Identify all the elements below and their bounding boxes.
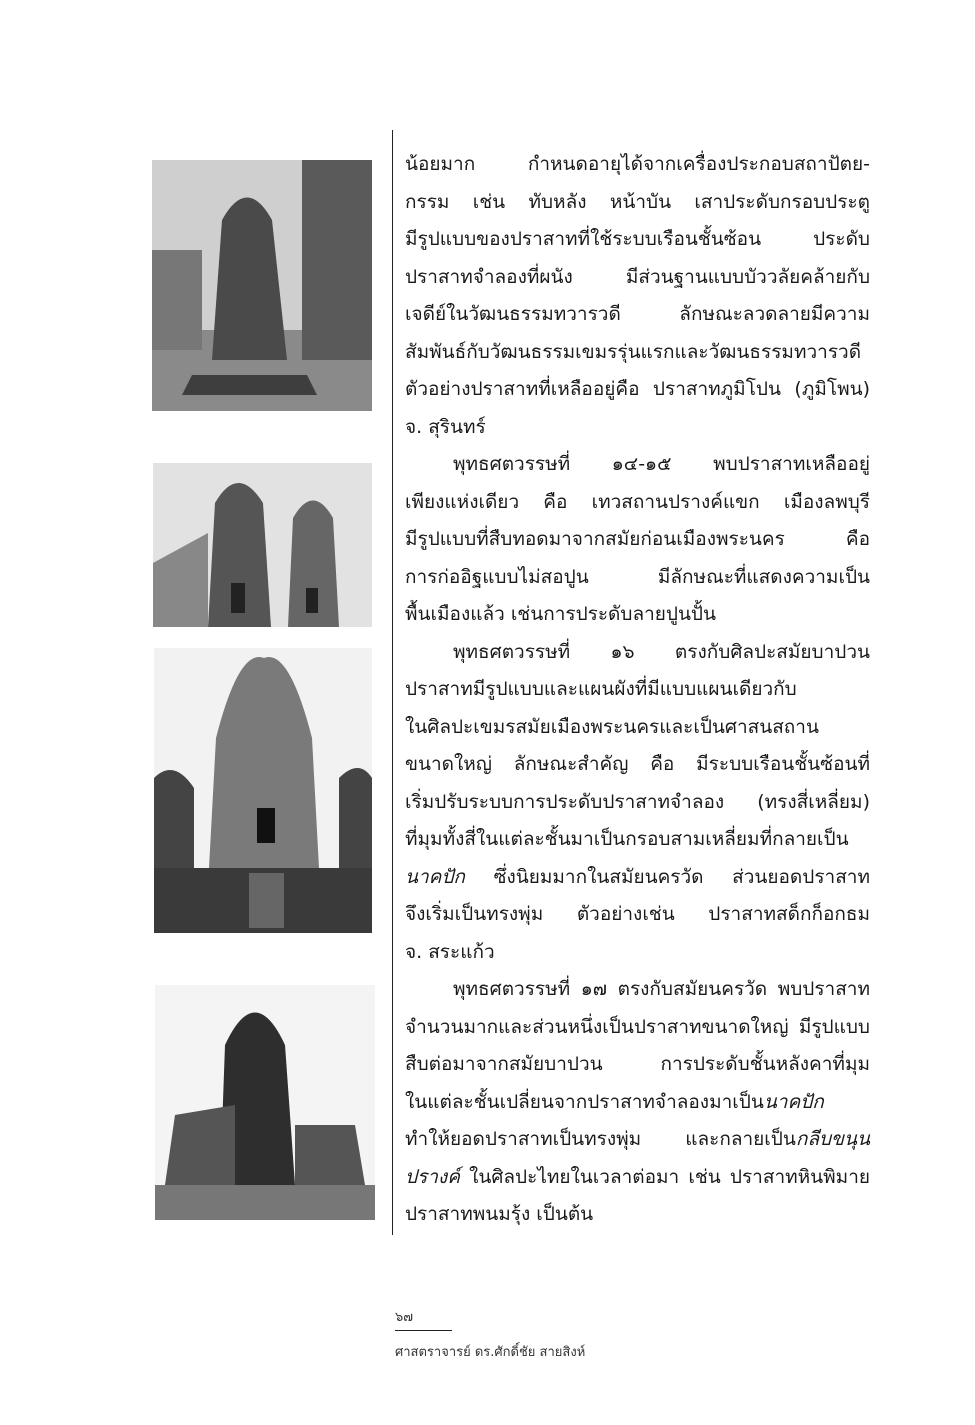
text-line bbox=[405, 409, 870, 447]
text-line bbox=[405, 146, 870, 184]
text-segment: สืบต่อมาจากสมัยบาปวน การประดับชั้นหลังคาที่มุม bbox=[405, 1053, 870, 1075]
vertical-rule bbox=[392, 130, 393, 1235]
text-line bbox=[405, 521, 870, 559]
text-segment: จึงเริ่มเป็นทรงพุ่ม ตัวอย่างเช่น ปราสาทสด็กก็อกธม bbox=[405, 903, 870, 925]
text-segment: เพียงแห่งเดียว คือ เทวสถานปรางค์แขก เมืองลพบุรี bbox=[405, 490, 870, 513]
text-segment: พื้นเมืองแล้ว เช่นการประดับลายปูนปั้น bbox=[405, 603, 716, 625]
footer-divider bbox=[395, 1330, 452, 1331]
text-segment: เริ่มปรับระบบการประดับปราสาทจำลอง (ทรงสี่เหลี่ยม) bbox=[405, 790, 870, 813]
text-line bbox=[405, 371, 870, 409]
text-segment: ในศิลปะเขมรสมัยเมืองพระนครและเป็นศาสนสถาน bbox=[405, 715, 819, 738]
text-line bbox=[405, 559, 870, 597]
text-line bbox=[405, 896, 870, 934]
text-line bbox=[405, 184, 870, 222]
italic-term: นาคปัก bbox=[405, 865, 465, 888]
text-segment: จำนวนมากและส่วนหนึ่งเป็นปราสาทขนาดใหญ่ มีรูปแบบ bbox=[405, 1015, 870, 1038]
text-segment: พุทธศตวรรษที่ ๑๗ ตรงกับสมัยนครวัด พบปราสาท bbox=[453, 978, 870, 1000]
text-line bbox=[405, 709, 870, 747]
text-segment: ทำให้ยอดปราสาทเป็นทรงพุ่ม และกลายเป็น bbox=[405, 1128, 796, 1150]
text-segment: ในศิลปะไทยในเวลาต่อมา เช่น ปราสาทหินพิมาย bbox=[459, 1165, 870, 1188]
text-segment: มีรูปแบบของปราสาทที่ใช้ระบบเรือนชั้นซ้อน ประดับ bbox=[405, 228, 870, 250]
text-segment: ตัวอย่างปราสาทที่เหลืออยู่คือ ปราสาทภูมิโปน (ภูมิโพน) bbox=[405, 378, 870, 400]
text-segment: ปราสาทพนมรุ้ง เป็นต้น bbox=[405, 1203, 594, 1225]
text-line bbox=[405, 784, 870, 822]
text-segment: พุทธศตวรรษที่ ๑๖ ตรงกับศิลปะสมัยบาปวน bbox=[453, 640, 870, 663]
page-number: ๖๗ bbox=[395, 1310, 414, 1325]
italic-term: กลีบขนุน bbox=[795, 1128, 870, 1150]
text-line bbox=[405, 1196, 870, 1234]
text-segment: ที่มุมทั้งสี่ในแต่ละชั้นมาเป็นกรอบสามเหลี่ยมที่กลายเป็น bbox=[405, 828, 849, 850]
text-segment: จ. สระแก้ว bbox=[405, 940, 495, 963]
text-line bbox=[405, 221, 870, 259]
text-segment: ในแต่ละชั้นเปลี่ยนจากปราสาทจำลองมาเป็น bbox=[405, 1090, 764, 1113]
text-segment: พุทธศตวรรษที่ ๑๔-๑๕ พบปราสาทเหลืออยู่ bbox=[453, 453, 870, 475]
text-segment: กรรม เช่น ทับหลัง หน้าบัน เสาประดับกรอบประตู bbox=[405, 190, 870, 213]
text-line bbox=[405, 859, 870, 897]
text-line bbox=[405, 1046, 870, 1084]
text-line bbox=[405, 671, 870, 709]
text-line bbox=[405, 821, 870, 859]
text-line bbox=[405, 934, 870, 972]
text-line bbox=[405, 1159, 870, 1197]
text-line bbox=[405, 334, 870, 372]
text-segment: การก่ออิฐแบบไม่สอปูน มีลักษณะที่แสดงความเป็น bbox=[405, 565, 870, 588]
text-segment: ปราสาทจำลองที่ผนัง มีส่วนฐานแบบบัววลัยคล้ายกับ bbox=[405, 265, 870, 288]
text-line bbox=[405, 296, 870, 334]
text-line bbox=[405, 1121, 870, 1159]
text-line bbox=[405, 971, 870, 1009]
text-segment: มีรูปแบบที่สืบทอดมาจากสมัยก่อนเมืองพระนคร คือ bbox=[405, 528, 870, 550]
text-segment: เจดีย์ในวัฒนธรรมทวารวดี ลักษณะลวดลายมีความ bbox=[405, 303, 870, 325]
text-segment: จ. สุรินทร์ bbox=[405, 415, 486, 438]
photo-prasat-phimai bbox=[155, 985, 375, 1220]
italic-term: ปรางค์ bbox=[405, 1165, 460, 1188]
text-line bbox=[405, 746, 870, 784]
text-segment: สัมพันธ์กับวัฒนธรรมเขมรรุ่นแรกและวัฒนธรรมทวารวดี bbox=[405, 340, 862, 363]
text-line bbox=[405, 446, 870, 484]
text-line bbox=[405, 596, 870, 634]
body-text bbox=[405, 146, 870, 1234]
text-line bbox=[405, 484, 870, 522]
text-line bbox=[405, 1084, 870, 1122]
photo-brick-prasat bbox=[152, 160, 372, 411]
text-segment: ซึ่งนิยมมากในสมัยนครวัด ส่วนยอดปราสาท bbox=[464, 865, 870, 888]
photo-sdok-kok-thom bbox=[154, 648, 372, 933]
text-segment: น้อยมาก กำหนดอายุได้จากเครื่องประกอบสถาปัตย- bbox=[405, 153, 870, 175]
text-line bbox=[405, 259, 870, 297]
text-segment: ขนาดใหญ่ ลักษณะสำคัญ คือ มีระบบเรือนชั้นซ้อนที่ bbox=[405, 753, 870, 775]
text-line bbox=[405, 634, 870, 672]
text-segment: ปราสาทมีรูปแบบและแผนผังที่มีแบบแผนเดียวกับ bbox=[405, 678, 797, 700]
italic-term: นาคปัก bbox=[763, 1090, 824, 1113]
photo-prang-khaek bbox=[153, 463, 372, 627]
author-credit: ศาสตราจารย์ ดร.ศักดิ์ชัย สายสิงห์ bbox=[395, 1345, 586, 1360]
text-line bbox=[405, 1009, 870, 1047]
